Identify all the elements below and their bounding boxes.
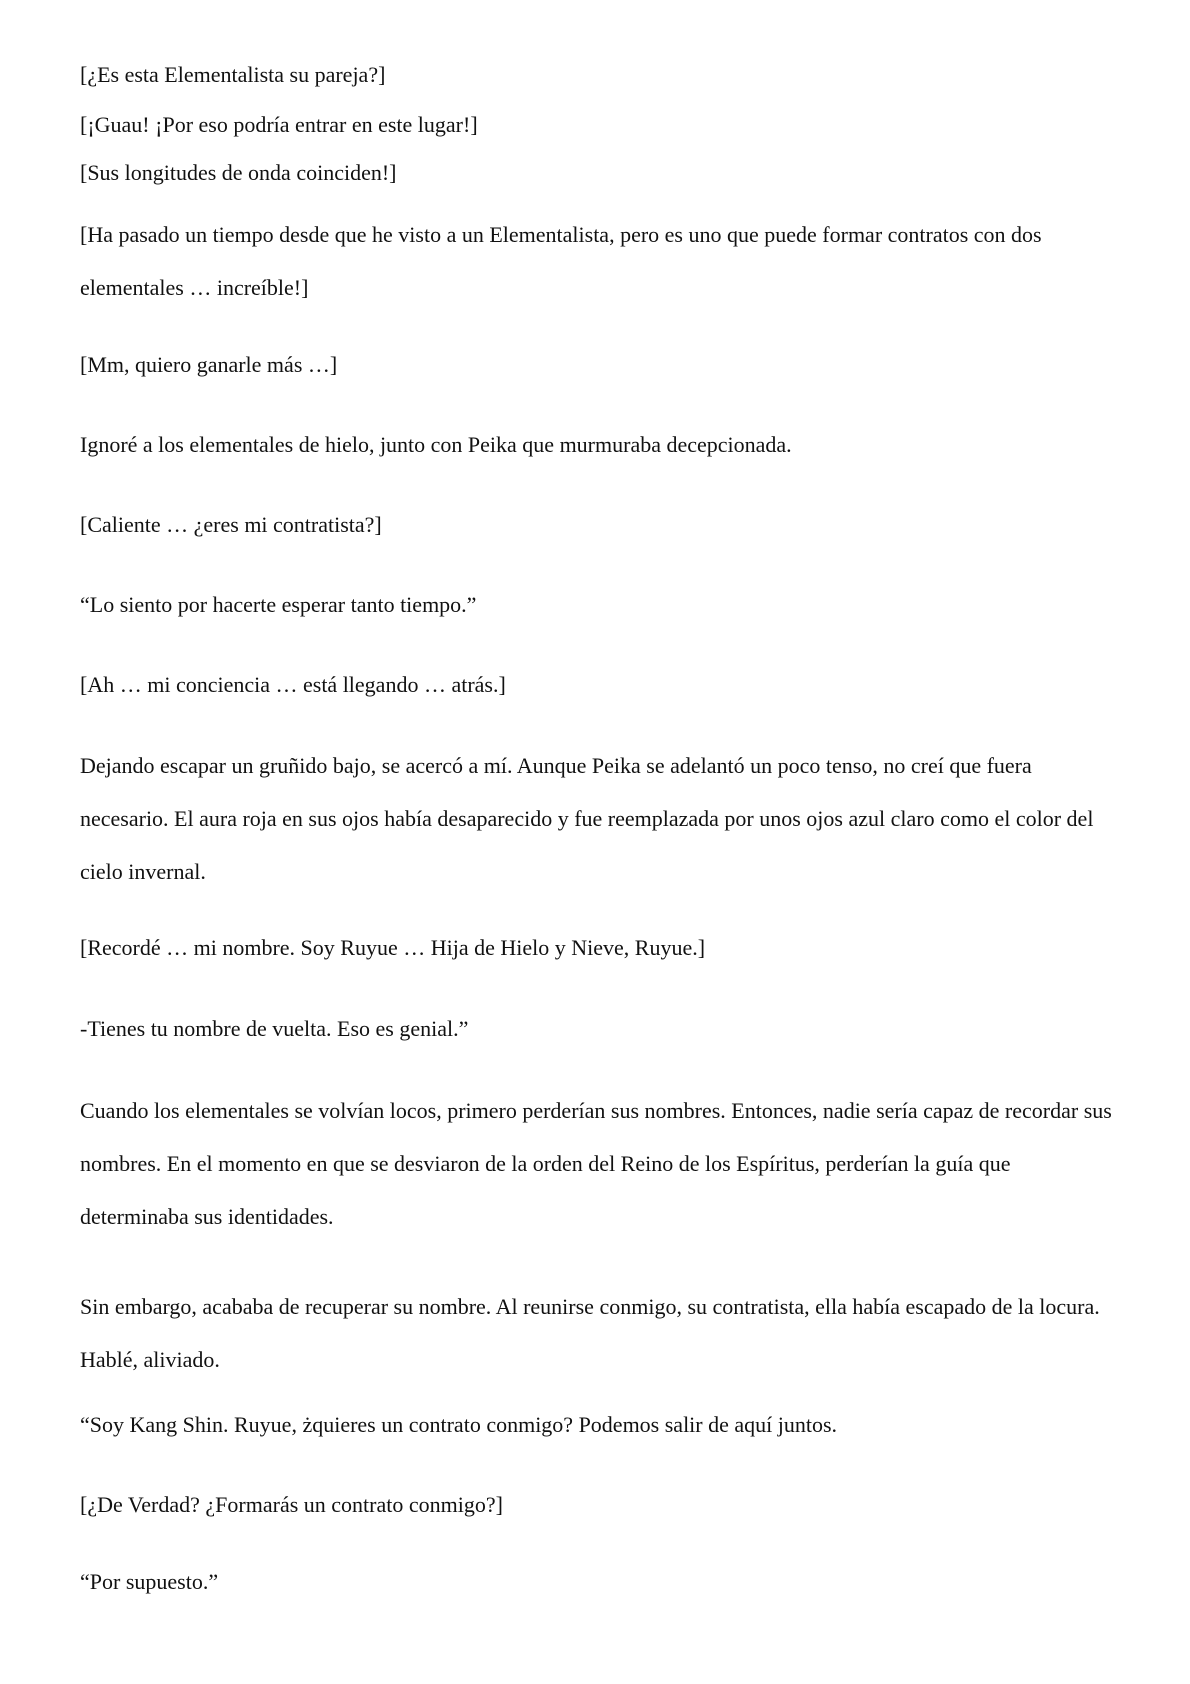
- paragraph: [¡Guau! ¡Por eso podría entrar en este lugar!]: [80, 112, 478, 137]
- paragraph: Ignoré a los elementales de hielo, junto con Peika que murmuraba decepcionada.: [80, 432, 792, 457]
- paragraph: [Sus longitudes de onda coinciden!]: [80, 160, 397, 185]
- paragraph: “Lo siento por hacerte esperar tanto tiempo.”: [80, 592, 477, 617]
- paragraph: Sin embargo, acababa de recuperar su nombre. Al reunirse conmigo, su contratista, ella había escapado de la locura. Hablé, aliviado.: [80, 1294, 1100, 1372]
- paragraph: Cuando los elementales se volvían locos, primero perderían sus nombres. Entonces, nadie sería capaz de recordar sus nombres. En el momento en que se desviaron de la orden del Reino de los Espíritus, perderían la guía que determinaba sus identidades.: [80, 1098, 1112, 1229]
- paragraph: [Ha pasado un tiempo desde que he visto a un Elementalista, pero es uno que puede formar contratos con dos elementales … increíble!]: [80, 222, 1042, 300]
- paragraph: [¿De Verdad? ¿Formarás un contrato conmigo?]: [80, 1492, 503, 1517]
- paragraph: “Soy Kang Shin. Ruyue, żquieres un contrato conmigo? Podemos salir de aquí juntos.: [80, 1412, 838, 1437]
- paragraph: [Caliente … ¿eres mi contratista?]: [80, 512, 382, 537]
- paragraph: [Ah … mi conciencia … está llegando … atrás.]: [80, 672, 506, 697]
- paragraph: [Recordé … mi nombre. Soy Ruyue … Hija de Hielo y Nieve, Ruyue.]: [80, 935, 706, 960]
- paragraph: “Por supuesto.”: [80, 1569, 219, 1594]
- paragraph: [¿Es esta Elementalista su pareja?]: [80, 62, 386, 87]
- paragraph: Dejando escapar un gruñido bajo, se acercó a mí. Aunque Peika se adelantó un poco tenso, no creí que fuera necesario. El aura roja en sus ojos había desaparecido y fue reemplazada por unos ojos azul claro como el color del cielo invernal.: [80, 753, 1094, 884]
- paragraph: -Tienes tu nombre de vuelta. Eso es genial.”: [80, 1016, 469, 1041]
- paragraph: [Mm, quiero ganarle más …]: [80, 352, 338, 377]
